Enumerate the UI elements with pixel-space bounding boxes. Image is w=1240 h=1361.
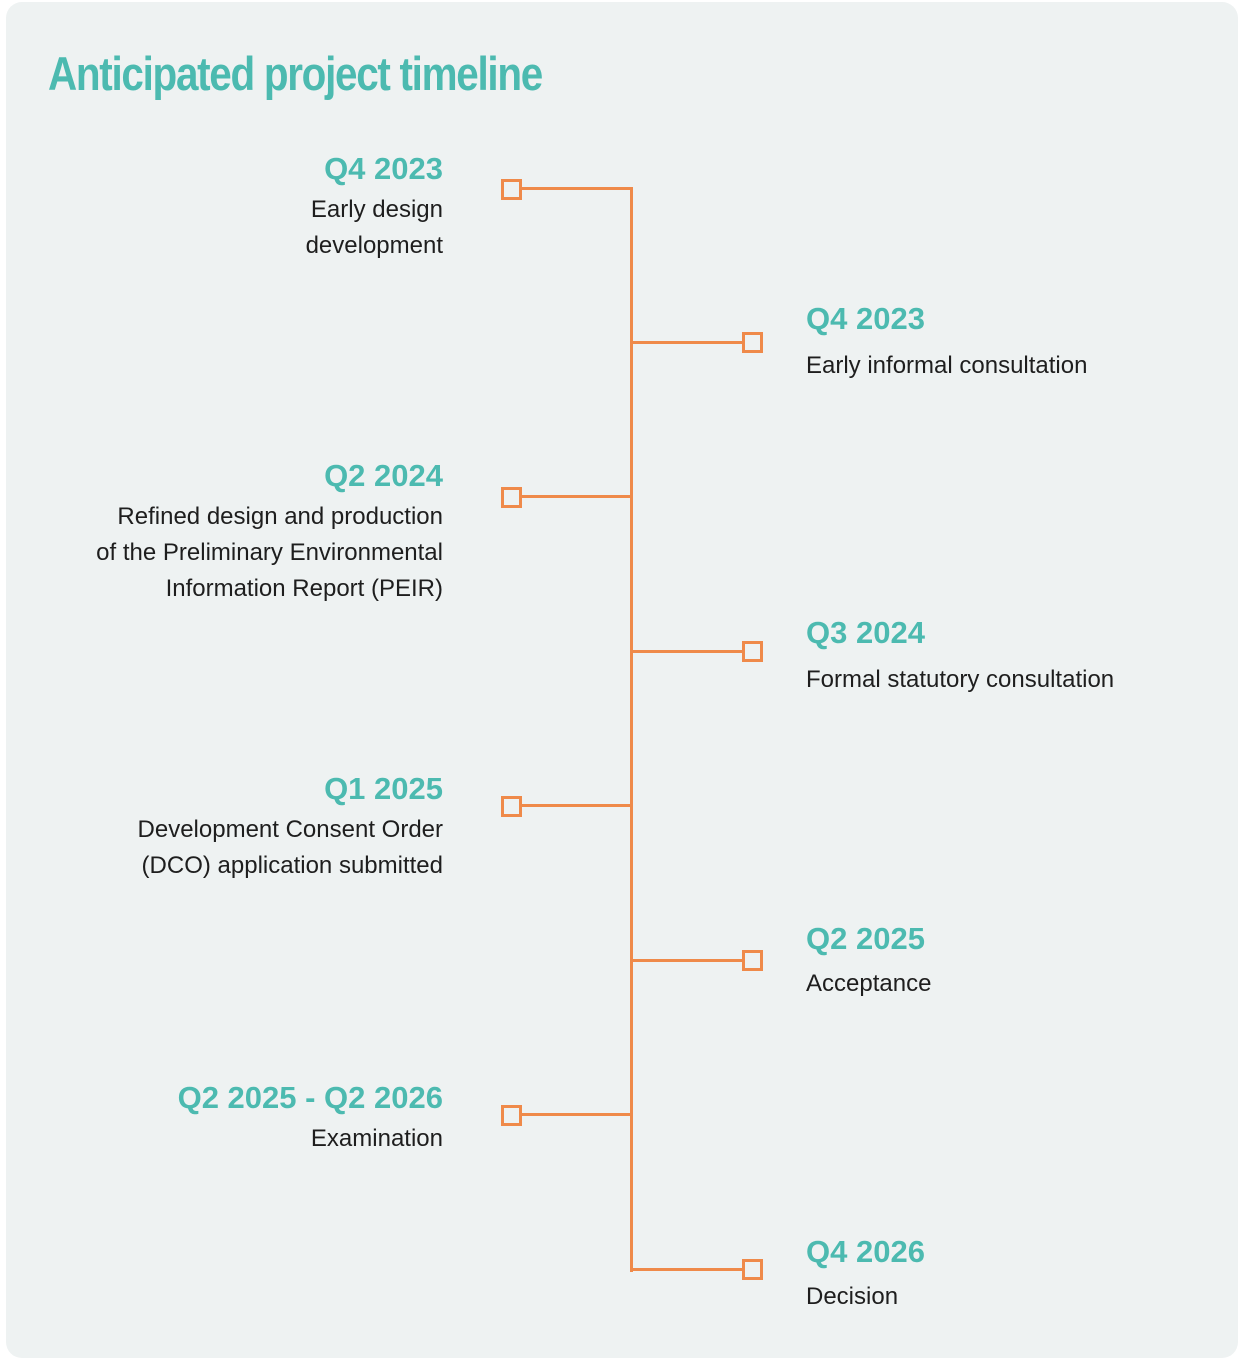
timeline-connector bbox=[520, 187, 632, 190]
timeline-spine bbox=[630, 187, 633, 1272]
timeline-connector bbox=[630, 1268, 744, 1271]
milestone-description: Examination bbox=[310, 1125, 443, 1152]
timeline-connector bbox=[520, 495, 632, 498]
milestone-date: Q4 2023 bbox=[324, 151, 443, 186]
timeline-connector bbox=[630, 959, 744, 962]
milestone-marker-icon bbox=[742, 950, 763, 971]
milestone-date: Q2 2025 bbox=[806, 921, 925, 956]
milestone-date: Q3 2024 bbox=[806, 615, 925, 650]
milestone-date: Q1 2025 bbox=[324, 771, 443, 806]
milestone-date: Q4 2023 bbox=[806, 301, 925, 336]
milestone-date: Q4 2026 bbox=[806, 1234, 925, 1269]
milestone-date: Q2 2025 - Q2 2026 bbox=[177, 1080, 443, 1115]
milestone-marker-icon bbox=[742, 641, 763, 662]
milestone-item bbox=[806, 922, 931, 1002]
timeline-connector bbox=[520, 1113, 632, 1116]
timeline-card bbox=[6, 2, 1238, 1358]
milestone-item bbox=[806, 302, 1087, 384]
milestone-description: Refined design and production of the Preliminary Environmental Information Report (PEIR) bbox=[96, 503, 443, 602]
timeline-connector bbox=[630, 650, 744, 653]
milestone-description: Development Consent Order (DCO) application submitted bbox=[137, 816, 443, 879]
milestone-description: Early design development bbox=[305, 196, 443, 259]
milestone-marker-icon bbox=[742, 332, 763, 353]
milestone-description: Decision bbox=[806, 1283, 899, 1310]
milestone-marker-icon bbox=[501, 487, 522, 508]
milestone-item bbox=[96, 459, 443, 607]
milestone-description: Formal statutory consultation bbox=[806, 666, 1115, 693]
milestone-item bbox=[806, 1235, 925, 1315]
milestone-item bbox=[178, 1081, 443, 1157]
milestone-marker-icon bbox=[742, 1259, 763, 1280]
milestone-description: Early informal consultation bbox=[806, 352, 1088, 379]
timeline-connector bbox=[630, 341, 744, 344]
milestone-item bbox=[806, 616, 1114, 698]
milestone-date: Q2 2024 bbox=[324, 458, 443, 493]
milestone-marker-icon bbox=[501, 796, 522, 817]
milestone-item bbox=[306, 152, 443, 264]
milestone-description: Acceptance bbox=[806, 970, 932, 997]
milestone-marker-icon bbox=[501, 1105, 522, 1126]
page-title: Anticipated project timeline bbox=[48, 47, 542, 100]
milestone-item bbox=[138, 772, 443, 884]
milestone-marker-icon bbox=[501, 179, 522, 200]
timeline-connector bbox=[520, 804, 632, 807]
